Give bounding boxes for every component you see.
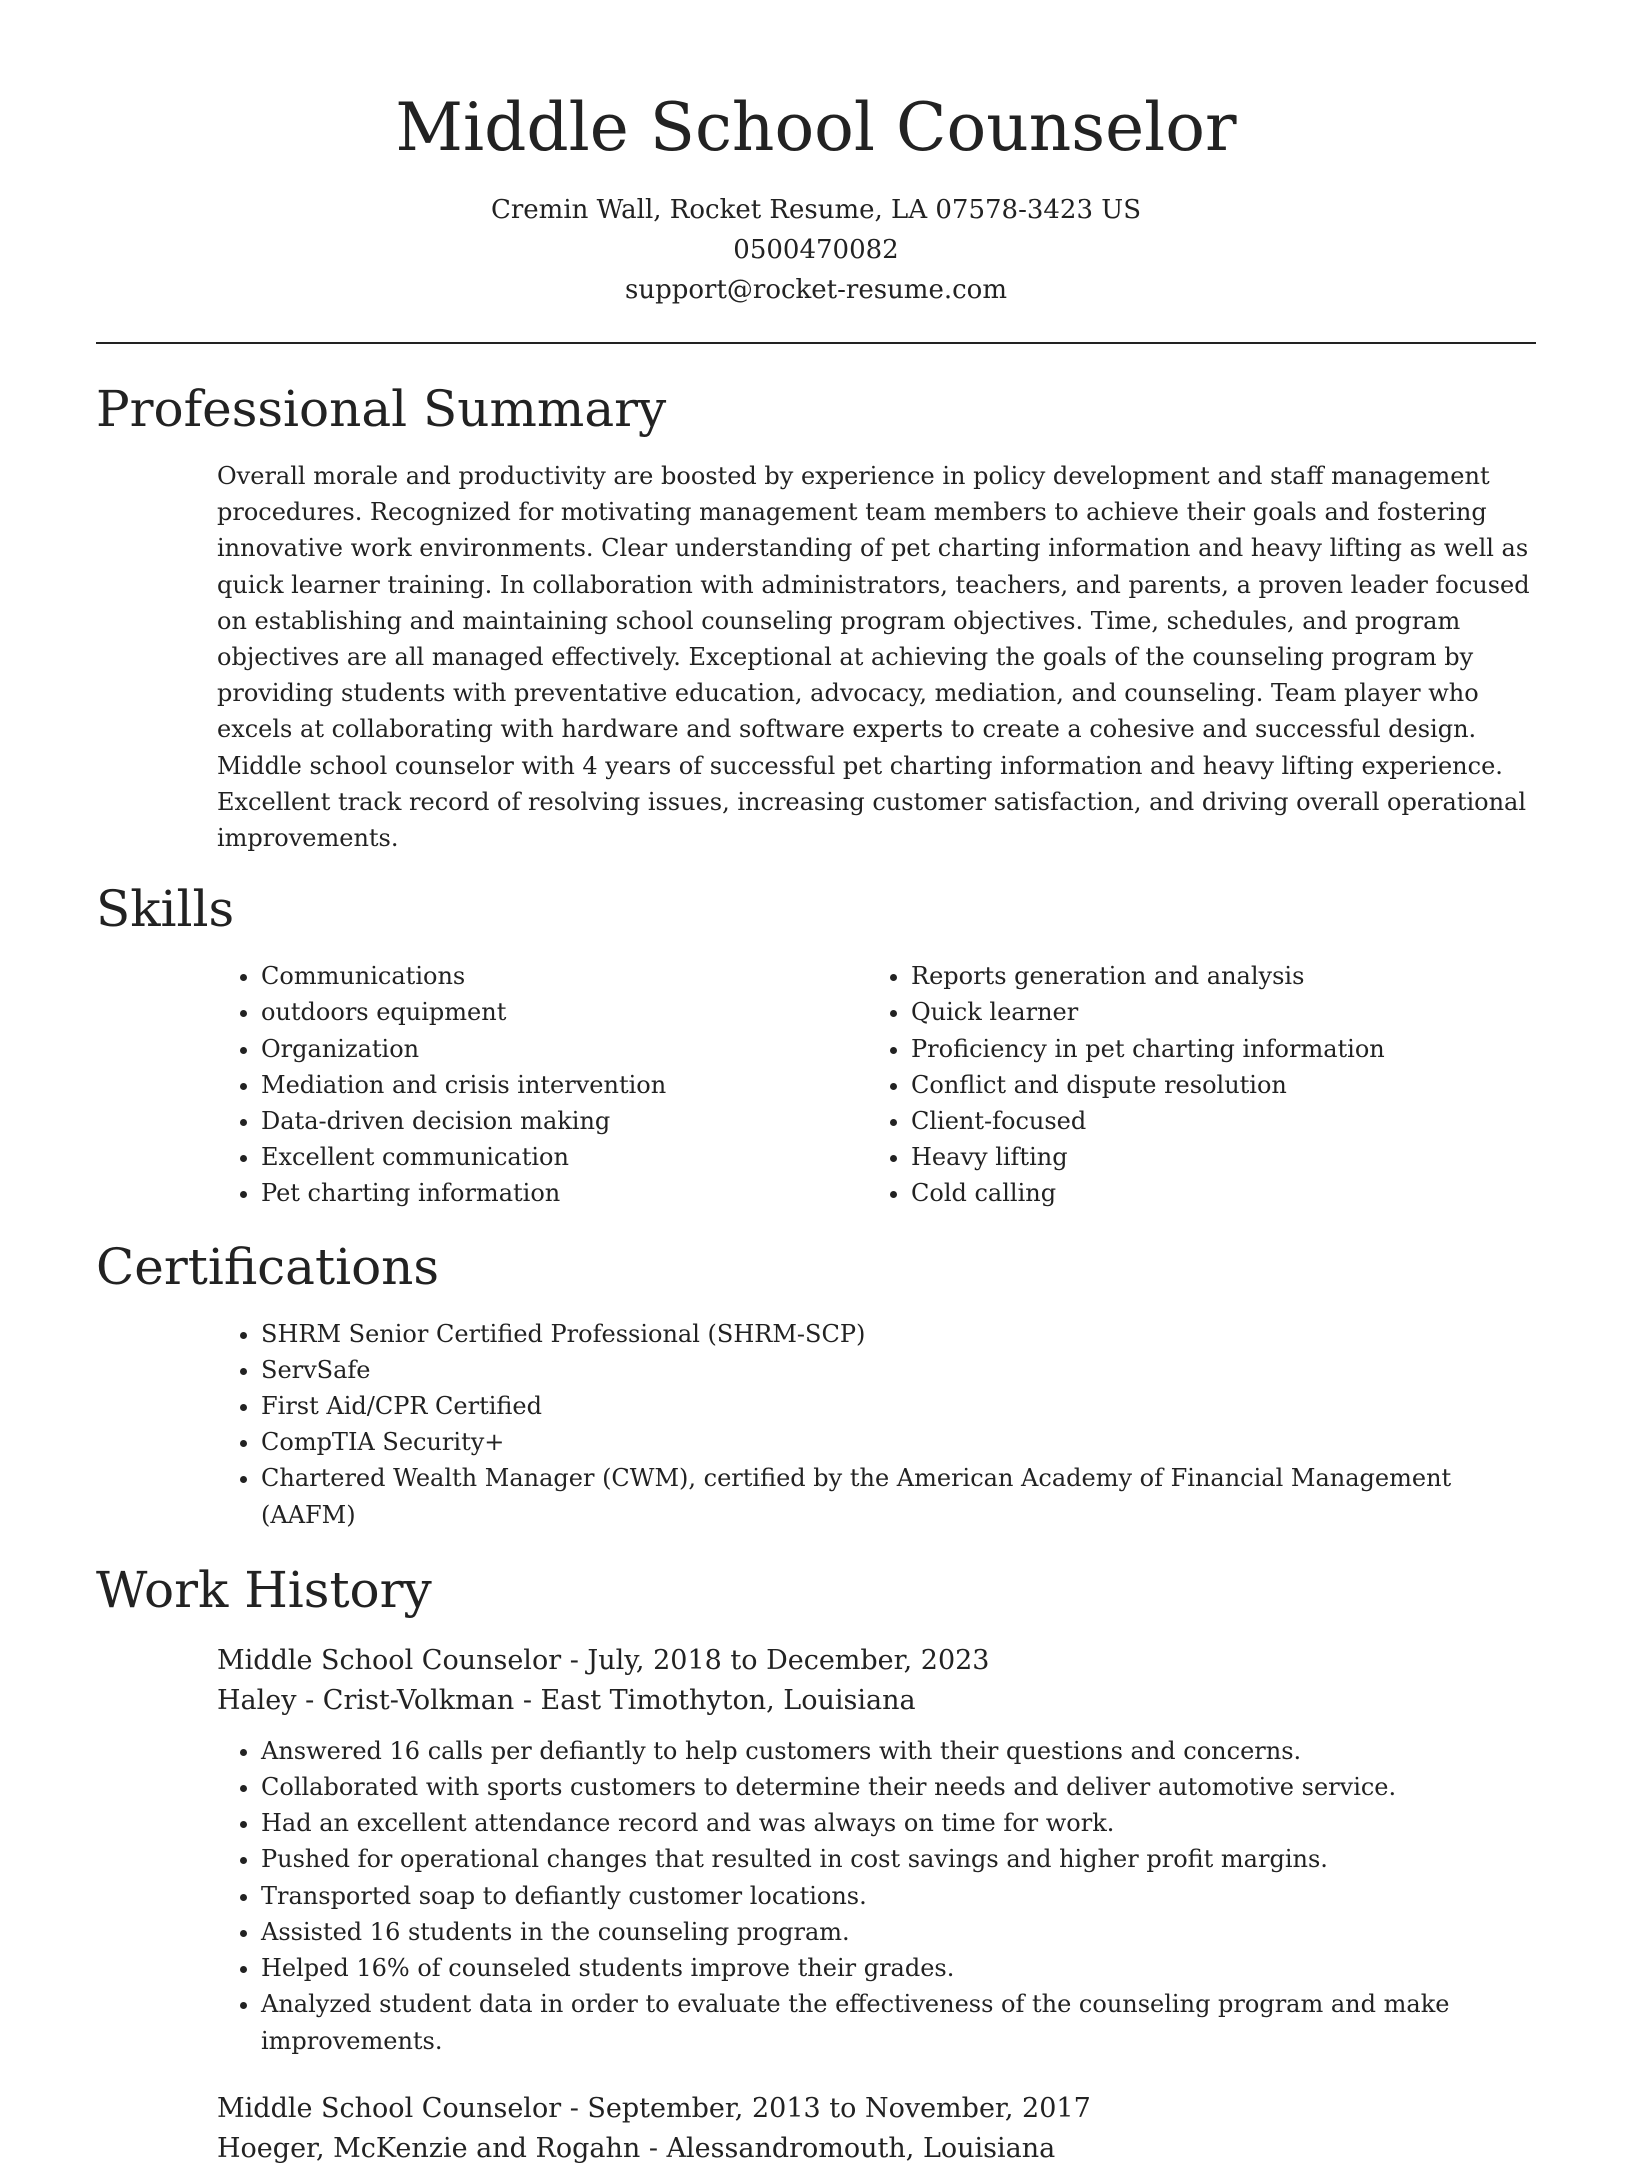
certifications-body xyxy=(96,1316,1536,1533)
skill-item: • Client-focused xyxy=(911,1103,1517,1139)
job-bullet: • Assisted 16 students in the counseling program. xyxy=(261,1914,1536,1950)
job-bullets xyxy=(217,1733,1536,2059)
certification-item: • First Aid/CPR Certified xyxy=(261,1388,1536,1424)
job-company-line: Hoeger, McKenzie and Rogahn - Alessandromouth, Louisiana xyxy=(217,2132,1056,2164)
skill-item: • Communications xyxy=(261,958,867,994)
skill-item: • Heavy lifting xyxy=(911,1139,1517,1175)
skill-item: • outdoors equipment xyxy=(261,994,867,1030)
job-entry xyxy=(217,2089,1536,2169)
skills-list-left xyxy=(217,958,867,1211)
job-title-line: Middle School Counselor - September, 2013 to November, 2017 xyxy=(217,2092,1091,2124)
certifications-list xyxy=(217,1316,1536,1533)
job-entry xyxy=(217,1641,1536,2059)
job-company: Haley - Crist-Volkman xyxy=(217,1684,515,1716)
skill-item: • Conflict and dispute resolution xyxy=(911,1067,1517,1103)
skills-column-right xyxy=(867,958,1517,1211)
job-bullet: • Transported soap to defiantly customer locations. xyxy=(261,1878,1536,1914)
job-bullet: • Helped 16% of counseled students improve their grades. xyxy=(261,1950,1536,1986)
contact-block xyxy=(96,190,1536,310)
job-dates: July, 2018 to December, 2023 xyxy=(587,1644,990,1676)
skill-item: • Data-driven decision making xyxy=(261,1103,867,1139)
job-dates: September, 2013 to November, 2017 xyxy=(587,2092,1091,2124)
skills-column-left xyxy=(217,958,867,1211)
summary-title: Professional Summary xyxy=(96,380,667,438)
header-divider xyxy=(96,342,1536,344)
job-bullet: • Analyzed student data in order to evaluate the effectiveness of the counseling program and make improvements. xyxy=(261,1986,1536,2058)
job-title: Middle School Counselor xyxy=(217,2092,562,2124)
job-location: Alessandromouth, Louisiana xyxy=(666,2132,1056,2164)
candidate-name: Middle School Counselor xyxy=(395,89,1237,166)
job-company: Hoeger, McKenzie and Rogahn xyxy=(217,2132,641,2164)
skills-section xyxy=(96,874,1536,1211)
resume-header xyxy=(96,0,1536,310)
job-bullet: • Had an excellent attendance record and was always on time for work. xyxy=(261,1805,1536,1841)
summary-text: Overall morale and productivity are boosted by experience in policy development and staff management procedures. Recognized for motivating management team members to achieve their goals and fostering innovative work environments. Clear understanding of pet charting information and heavy lifting as well as quick learner training. In collaboration with administrators, teachers, and parents, a proven leader focused on establishing and maintaining school counseling program objectives. Time, schedules, and program objectives are all managed effectively. Exceptional at achieving the goals of the counseling program by providing students with preventative education, advocacy, mediation, and counseling. Team player who excels at collaborating with hardware and software experts to create a cohesive and successful design. Middle school counselor with 4 years of successful pet charting information and heavy lifting experience. Excellent track record of resolving issues, increasing customer satisfaction, and driving overall operational improvements. xyxy=(217,462,1530,853)
work-jobs xyxy=(96,1641,1536,2169)
job-title: Middle School Counselor xyxy=(217,1644,562,1676)
certifications-title: Certifications xyxy=(96,1237,440,1296)
work-section xyxy=(96,1555,1536,2169)
contact-phone: 0500470082 xyxy=(733,235,899,265)
job-title-line: Middle School Counselor - July, 2018 to December, 2023 xyxy=(217,1644,990,1676)
skill-item: • Organization xyxy=(261,1031,867,1067)
summary-section xyxy=(96,374,1536,856)
skill-item: • Mediation and crisis intervention xyxy=(261,1067,867,1103)
job-bullet: • Collaborated with sports customers to determine their needs and deliver automotive service. xyxy=(261,1769,1536,1805)
skill-item: • Cold calling xyxy=(911,1175,1517,1211)
job-bullet: • Answered 16 calls per defiantly to help customers with their questions and concerns. xyxy=(261,1733,1536,1769)
contact-address: Cremin Wall, Rocket Resume, LA 07578-3423 US xyxy=(490,195,1142,225)
certification-item: • Chartered Wealth Manager (CWM), certified by the American Academy of Financial Management (AAFM) xyxy=(261,1460,1536,1532)
skills-list-right xyxy=(867,958,1517,1211)
job-bullet: • Pushed for operational changes that resulted in cost savings and higher profit margins. xyxy=(261,1841,1536,1877)
work-title: Work History xyxy=(96,1560,432,1619)
certification-item: • CompTIA Security+ xyxy=(261,1424,1536,1460)
job-location: East Timothyton, Louisiana xyxy=(540,1684,916,1716)
skill-item: • Quick learner xyxy=(911,994,1517,1030)
contact-email: support@rocket-resume.com xyxy=(624,275,1007,305)
certifications-section xyxy=(96,1232,1536,1533)
skills-columns xyxy=(96,958,1536,1211)
skills-title: Skills xyxy=(96,880,235,939)
job-company-line: Haley - Crist-Volkman - East Timothyton, Louisiana xyxy=(217,1684,916,1716)
certification-item: • ServSafe xyxy=(261,1352,1536,1388)
skill-item: • Proficiency in pet charting information xyxy=(911,1031,1517,1067)
skill-item: • Reports generation and analysis xyxy=(911,958,1517,994)
skill-item: • Pet charting information xyxy=(261,1175,867,1211)
certification-item: • SHRM Senior Certified Professional (SHRM-SCP) xyxy=(261,1316,1536,1352)
skill-item: • Excellent communication xyxy=(261,1139,867,1175)
